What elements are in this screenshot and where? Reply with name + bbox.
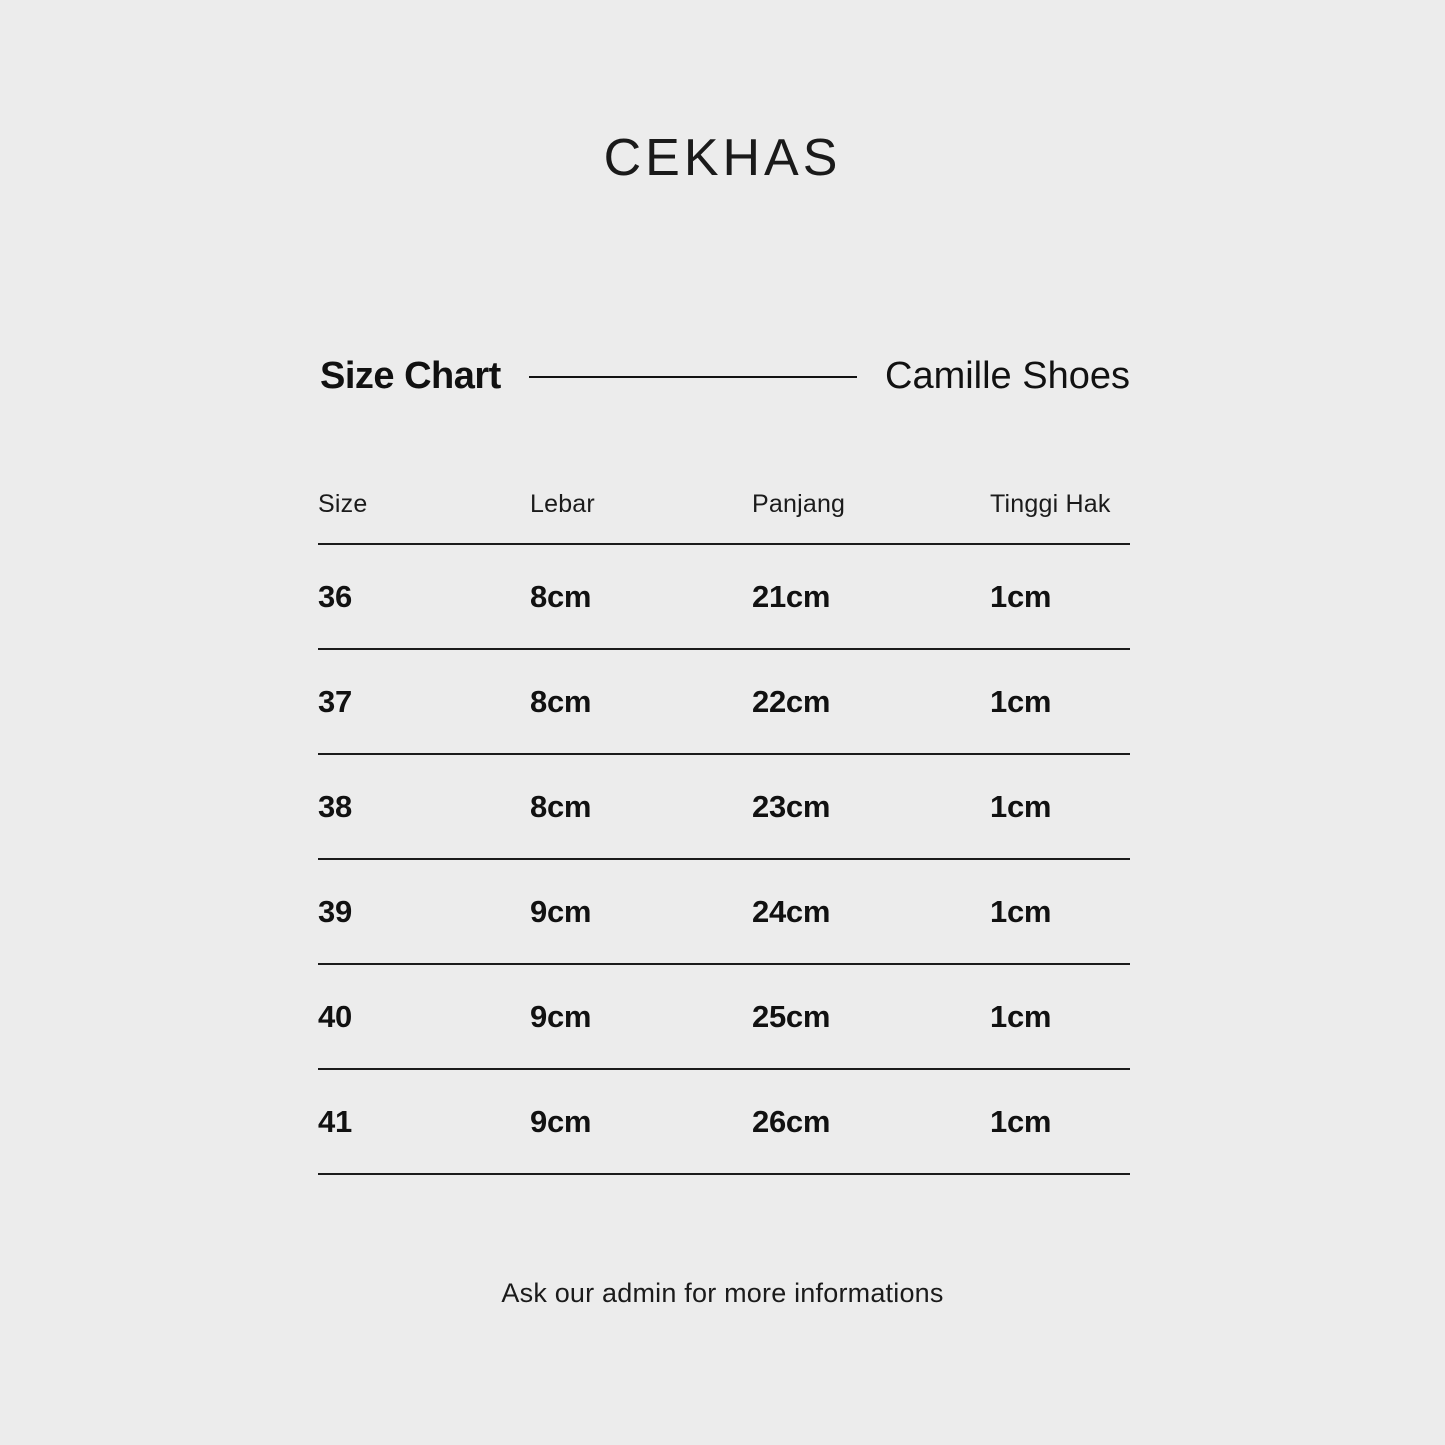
- page-title: Size Chart: [320, 355, 501, 397]
- table-body: [318, 544, 1130, 1174]
- table-header-row: [318, 490, 1130, 544]
- cell-lebar: 8cm: [530, 649, 752, 754]
- size-chart-table: [318, 490, 1130, 1175]
- cell-tinggi-hak: 1cm: [990, 754, 1130, 859]
- table-row: [318, 1069, 1130, 1174]
- cell-lebar: 9cm: [530, 1069, 752, 1174]
- cell-lebar: 9cm: [530, 859, 752, 964]
- cell-size: 40: [318, 964, 530, 1069]
- cell-panjang: 25cm: [752, 964, 990, 1069]
- cell-size: 37: [318, 649, 530, 754]
- cell-size: 41: [318, 1069, 530, 1174]
- cell-lebar: 8cm: [530, 544, 752, 649]
- cell-lebar: 8cm: [530, 754, 752, 859]
- cell-tinggi-hak: 1cm: [990, 1069, 1130, 1174]
- table-row: [318, 649, 1130, 754]
- column-header-tinggi-hak: Tinggi Hak: [990, 490, 1111, 518]
- brand-title: CEKHAS: [603, 129, 842, 187]
- table-row: [318, 754, 1130, 859]
- cell-panjang: 24cm: [752, 859, 990, 964]
- table-row: [318, 544, 1130, 649]
- table-row: [318, 859, 1130, 964]
- cell-panjang: 21cm: [752, 544, 990, 649]
- product-name: Camille Shoes: [885, 355, 1130, 397]
- cell-tinggi-hak: 1cm: [990, 649, 1130, 754]
- cell-panjang: 26cm: [752, 1069, 990, 1174]
- column-header-size: Size: [318, 490, 368, 518]
- column-header-lebar: Lebar: [530, 490, 595, 518]
- header-divider: [529, 376, 857, 378]
- footnote-text: Ask our admin for more informations: [501, 1278, 944, 1308]
- cell-size: 38: [318, 754, 530, 859]
- cell-tinggi-hak: 1cm: [990, 859, 1130, 964]
- cell-panjang: 23cm: [752, 754, 990, 859]
- cell-lebar: 9cm: [530, 964, 752, 1069]
- cell-size: 39: [318, 859, 530, 964]
- cell-tinggi-hak: 1cm: [990, 964, 1130, 1069]
- chart-header: [320, 355, 1130, 398]
- cell-size: 36: [318, 544, 530, 649]
- cell-panjang: 22cm: [752, 649, 990, 754]
- cell-tinggi-hak: 1cm: [990, 544, 1130, 649]
- column-header-panjang: Panjang: [752, 490, 846, 518]
- table-header: [318, 490, 1130, 544]
- table-row: [318, 964, 1130, 1069]
